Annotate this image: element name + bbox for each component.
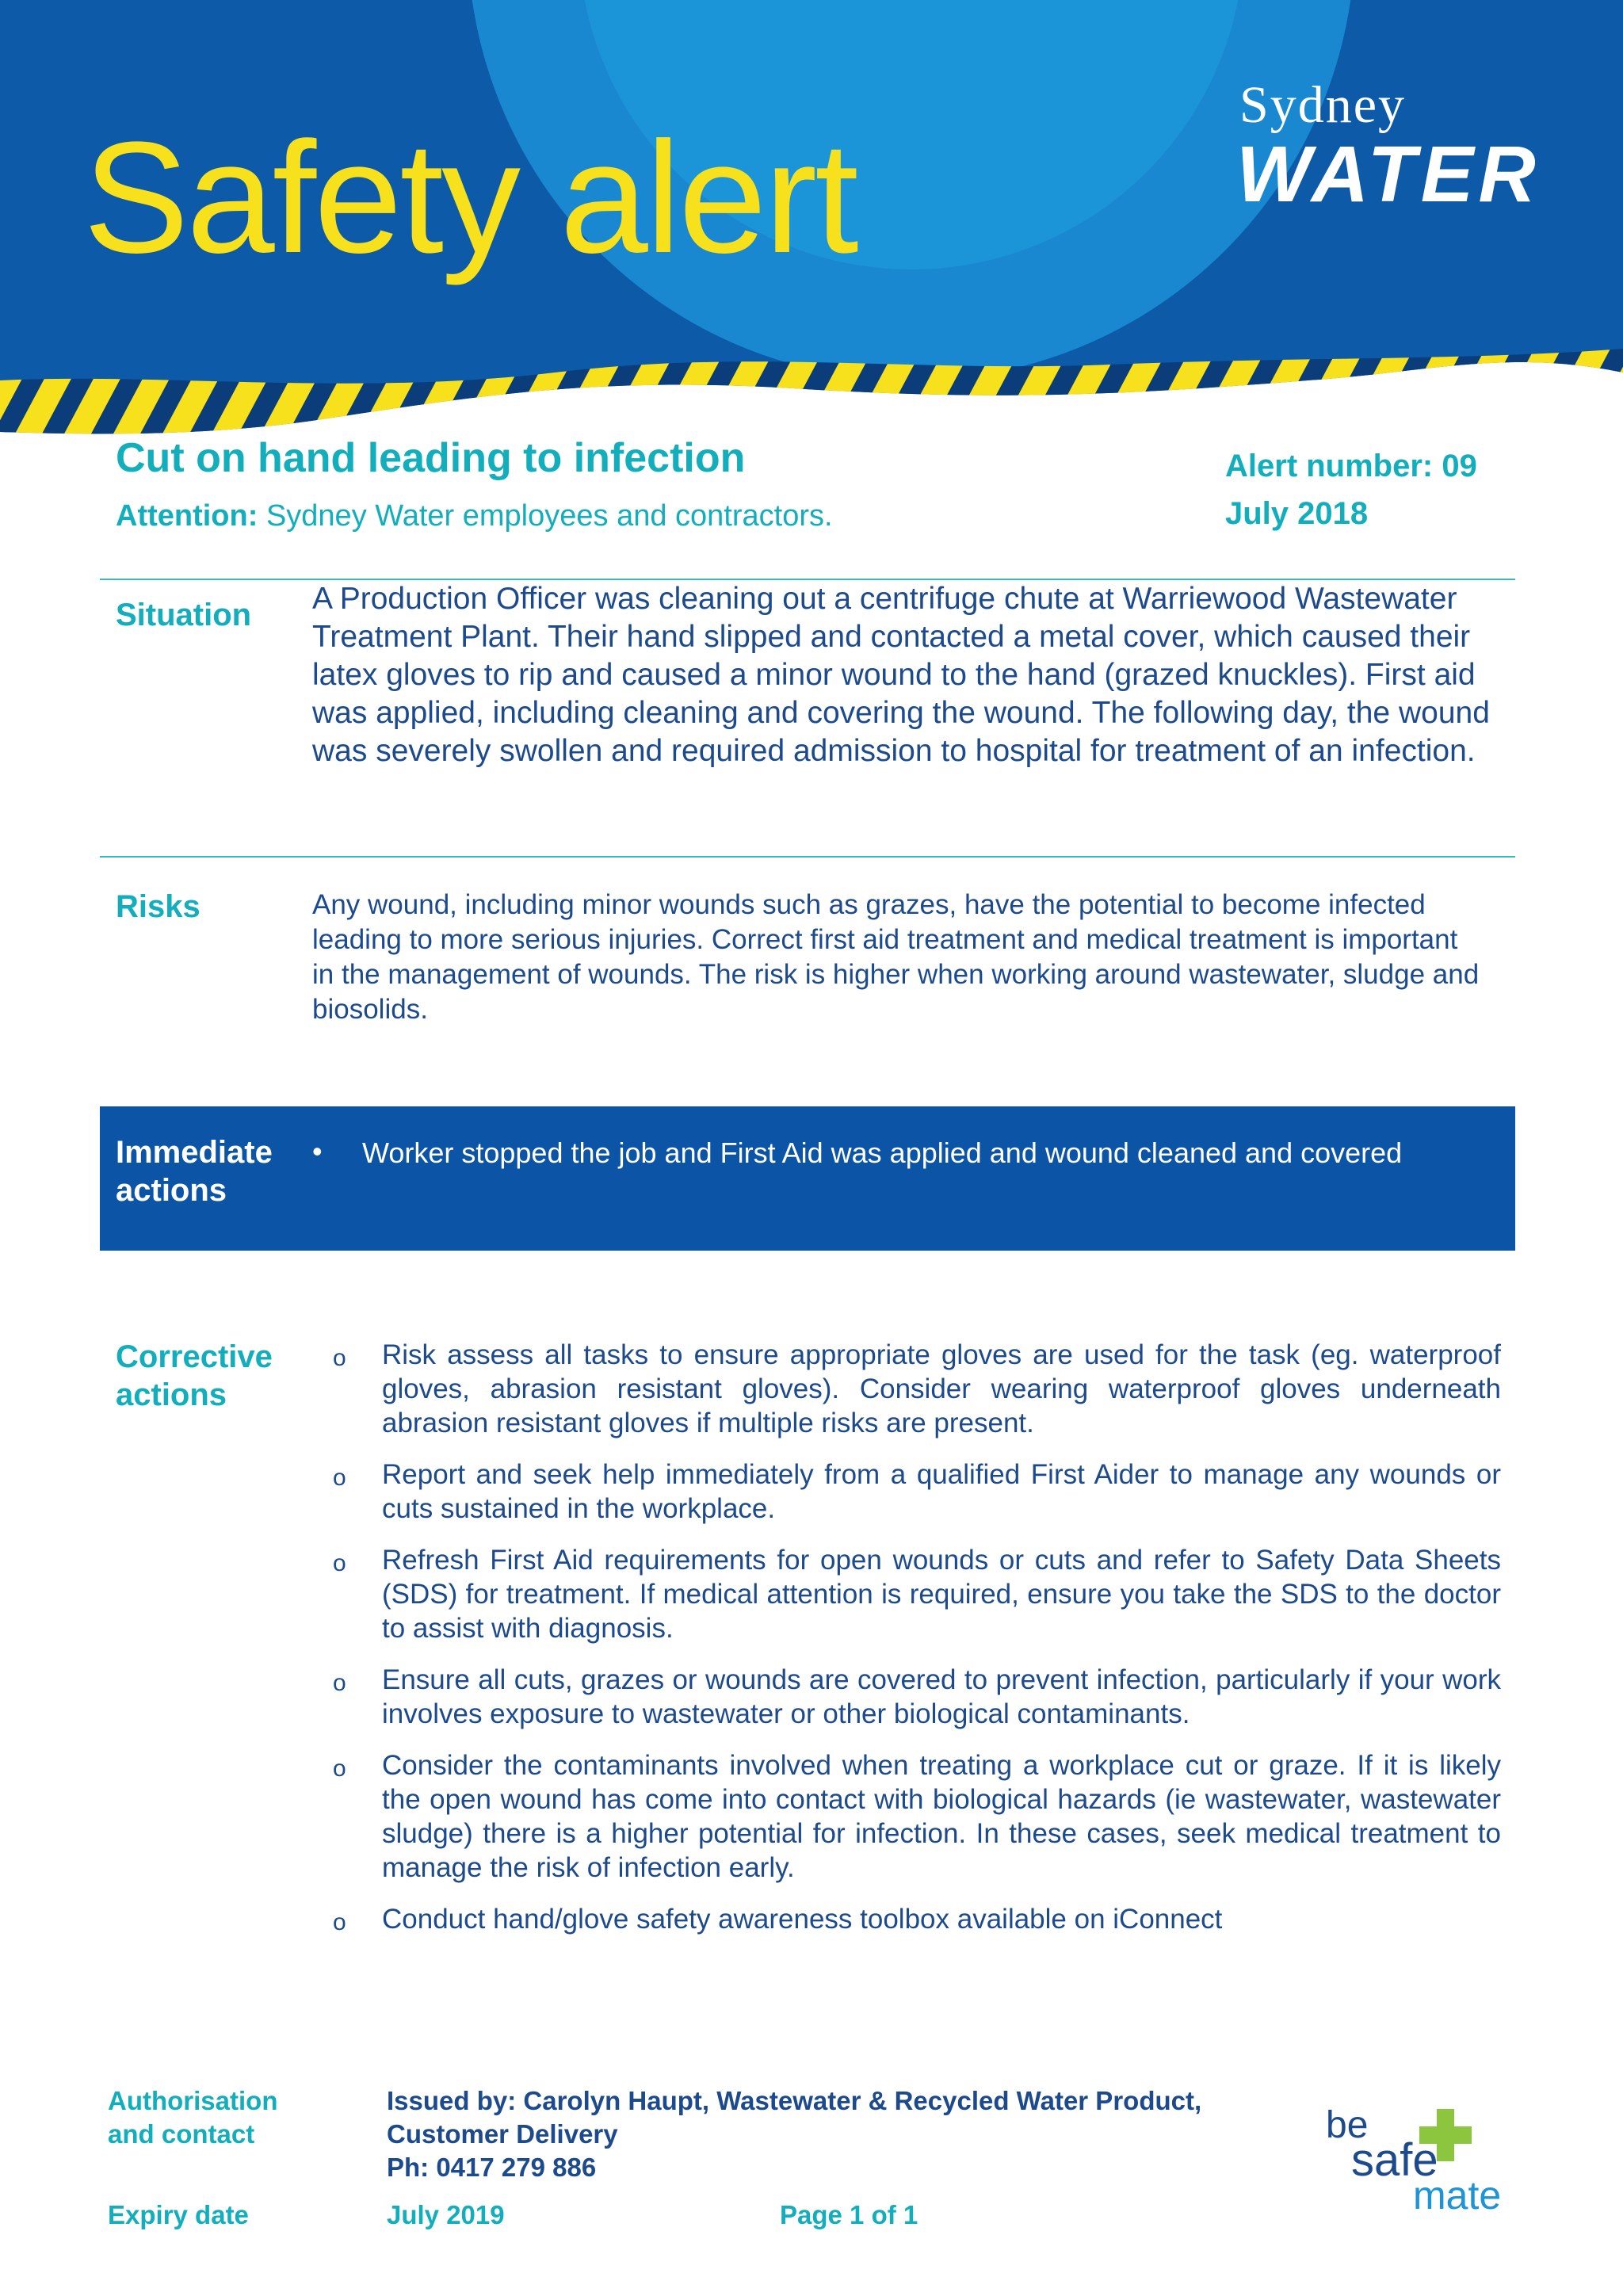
corrective-label-line1: Corrective: [116, 1339, 273, 1374]
be-safe-mate-logo: [1319, 2104, 1541, 2223]
list-item-text: Consider the contaminants involved when treating a workplace cut or graze. If it is likely the open wound has come into contact with biological hazards (ie wastewater, wastewater sludge) there is a higher potential for infection. In these cases, seek medical treatment to manage the risk of infection early.: [382, 1750, 1501, 1883]
issued-line3: Ph: 0417 279 886: [387, 2153, 597, 2182]
alert-title: Cut on hand leading to infection: [116, 435, 746, 481]
situation-text: A Production Officer was cleaning out a centrifuge chute at Warriewood Wastewater Treatment Plant. Their hand slipped and contacted a metal cover, which caused their latex gloves to rip and caused a minor wound to the hand (grazed knuckles). First aid was applied, including cleaning and covering the wound. The following day, the wound was severely swollen and required admission to hospital for treatment of an infection.: [312, 582, 1490, 768]
issued-by-block: [387, 2084, 1201, 2184]
page-title: Safety alert: [83, 109, 857, 286]
list-item: [333, 1902, 1501, 1936]
alert-number: Alert number: 09: [1225, 449, 1477, 483]
corrective-actions-label: [116, 1338, 273, 1414]
list-item-text: Conduct hand/glove safety awareness toolbox available on iConnect: [382, 1904, 1223, 1935]
header-banner: [0, 0, 1623, 444]
logo-line1: Sydney: [1239, 76, 1406, 134]
alert-date: July 2018: [1225, 496, 1369, 531]
attention-text: Sydney Water employees and contractors.: [258, 499, 833, 533]
auth-label-line2: and contact: [108, 2119, 255, 2149]
list-item-text: Risk assess all tasks to ensure appropriate gloves are used for the task (eg. waterproof gloves, abrasion resistant gloves). Consider wearing waterproof gloves underneath abrasion resistant gloves if multiple risks are present.: [382, 1339, 1501, 1438]
circle-bullet-icon: o: [333, 1670, 346, 1696]
corrective-actions-list: [333, 1338, 1501, 1954]
list-item: [333, 1663, 1501, 1731]
bullet-icon: •: [312, 1135, 323, 1167]
immediate-label-line1: Immediate: [116, 1135, 273, 1170]
circle-bullet-icon: o: [333, 1755, 346, 1782]
page-number: Page 1 of 1: [780, 2200, 918, 2229]
immediate-action-text: Worker stopped the job and First Aid was applied and wound cleaned and covered: [362, 1137, 1403, 1169]
list-item-text: Refresh First Aid requirements for open wounds or cuts and refer to Safety Data Sheets (SDS) for treatment. If medical attention is required, ensure you take the SDS to the doctor to assist with diagnosis.: [382, 1545, 1501, 1644]
circle-bullet-icon: o: [333, 1465, 346, 1491]
sydney-water-logo: [1236, 76, 1541, 219]
risks-label: Risks: [116, 889, 200, 924]
situation-label: Situation: [116, 598, 252, 632]
circle-bullet-icon: o: [333, 1345, 346, 1371]
list-item-text: Ensure all cuts, grazes or wounds are covered to prevent infection, particularly if your work involves exposure to wastewater or other biological contaminants.: [382, 1664, 1501, 1729]
badge-be: be: [1326, 2104, 1369, 2146]
list-item: [333, 1457, 1501, 1526]
list-item: [333, 1543, 1501, 1645]
issued-line2: Customer Delivery: [387, 2119, 618, 2149]
list-item: [333, 1338, 1501, 1440]
badge-safe: safe: [1351, 2134, 1438, 2186]
list-item: [333, 1748, 1501, 1885]
attention-label: Attention:: [116, 499, 258, 533]
corrective-label-line2: actions: [116, 1377, 227, 1412]
logo-line2: WATER: [1236, 130, 1541, 219]
expiry-label: Expiry date: [108, 2200, 249, 2229]
immediate-actions-panel: [100, 1106, 1515, 1251]
list-item-text: Report and seek help immediately from a qualified First Aider to manage any wounds or cuts sustained in the workplace.: [382, 1459, 1501, 1524]
immediate-label-line2: actions: [116, 1173, 227, 1208]
attention-line: [116, 499, 833, 533]
authorisation-label: [108, 2084, 277, 2151]
badge-mate: mate: [1413, 2173, 1502, 2218]
auth-label-line1: Authorisation: [108, 2086, 278, 2115]
immediate-actions-label: [116, 1133, 273, 1209]
risks-text: Any wound, including minor wounds such as grazes, have the potential to become infected leading to more serious injuries. Correct first aid treatment and medical treatment is important in the management of wounds. The risk is higher when working around wastewater, sludge and biosolids.: [312, 889, 1480, 1025]
expiry-value: July 2019: [387, 2200, 505, 2229]
issued-line1: Issued by: Carolyn Haupt, Wastewater & Recycled Water Product,: [387, 2086, 1202, 2115]
circle-bullet-icon: o: [333, 1550, 346, 1576]
divider-risks: [100, 856, 1515, 858]
circle-bullet-icon: o: [333, 1909, 346, 1935]
